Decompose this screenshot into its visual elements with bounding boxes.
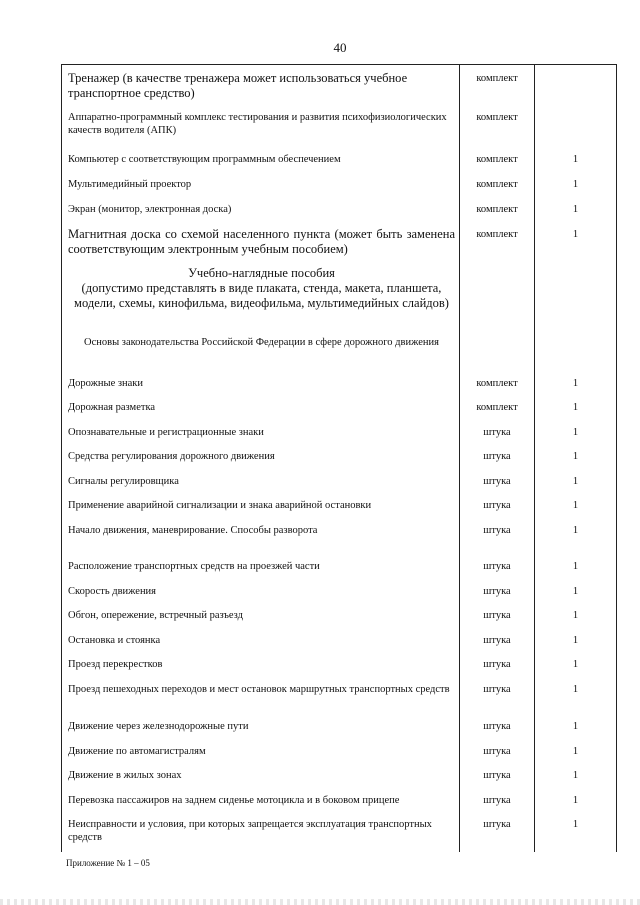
table-row bbox=[62, 792, 617, 816]
item-qty: 1 bbox=[535, 374, 617, 399]
item-name: Движение по автомагистралям bbox=[62, 743, 460, 767]
item-unit: штука bbox=[460, 424, 535, 448]
table-row bbox=[62, 656, 617, 681]
item-name: Средства регулирования дорожного движения bbox=[62, 448, 460, 473]
item-name: Дорожная разметка bbox=[62, 399, 460, 424]
item-unit: штука bbox=[460, 583, 535, 607]
item-unit: штука bbox=[460, 497, 535, 522]
item-name: Обгон, опережение, встречный разъезд bbox=[62, 607, 460, 632]
item-qty: 1 bbox=[535, 743, 617, 767]
table-row bbox=[62, 399, 617, 424]
footer-annex-label: Приложение № 1 – 05 bbox=[66, 858, 150, 868]
scan-artifact bbox=[0, 899, 640, 905]
table-row bbox=[62, 522, 617, 558]
item-unit: штука bbox=[460, 558, 535, 583]
page-number: 40 bbox=[333, 40, 347, 55]
item-unit: штука bbox=[460, 473, 535, 497]
item-qty: 1 bbox=[535, 448, 617, 473]
subsection-title: Основы законодательства Российской Федерации в сфере дорожного движения bbox=[62, 336, 460, 374]
table-row bbox=[62, 176, 617, 201]
item-unit bbox=[460, 336, 535, 374]
table-row bbox=[62, 583, 617, 607]
item-unit: штука bbox=[460, 743, 535, 767]
item-unit: комплект bbox=[460, 399, 535, 424]
item-name: Аппаратно-программный комплекс тестирования и развития психофизиологических качеств водителя (АПК) bbox=[62, 108, 460, 151]
item-unit: комплект bbox=[460, 108, 535, 151]
item-unit: штука bbox=[460, 681, 535, 718]
item-unit bbox=[460, 266, 535, 336]
table-row bbox=[62, 226, 617, 266]
item-name: Дорожные знаки bbox=[62, 374, 460, 399]
item-qty bbox=[535, 336, 617, 374]
item-unit: комплект bbox=[460, 65, 535, 108]
item-unit: комплект bbox=[460, 226, 535, 266]
item-qty: 1 bbox=[535, 151, 617, 176]
item-unit: штука bbox=[460, 816, 535, 852]
table-row bbox=[62, 266, 617, 336]
item-name: Проезд перекрестков bbox=[62, 656, 460, 681]
table-row bbox=[62, 681, 617, 718]
item-qty bbox=[535, 65, 617, 108]
item-unit: штука bbox=[460, 656, 535, 681]
item-name: Неисправности и условия, при которых запрещается эксплуатация транспортных средств bbox=[62, 816, 460, 852]
table-row bbox=[62, 151, 617, 176]
item-name: Движение через железнодорожные пути bbox=[62, 718, 460, 743]
item-qty: 1 bbox=[535, 424, 617, 448]
table-row bbox=[62, 108, 617, 151]
item-qty: 1 bbox=[535, 681, 617, 718]
table-row bbox=[62, 767, 617, 792]
item-name: Сигналы регулировщика bbox=[62, 473, 460, 497]
item-name: Остановка и стоянка bbox=[62, 632, 460, 656]
item-qty: 1 bbox=[535, 522, 617, 558]
item-unit: штука bbox=[460, 718, 535, 743]
item-name: Экран (монитор, электронная доска) bbox=[62, 201, 460, 226]
item-unit: штука bbox=[460, 522, 535, 558]
item-name: Расположение транспортных средств на проезжей части bbox=[62, 558, 460, 583]
item-qty bbox=[535, 108, 617, 151]
item-name: Опознавательные и регистрационные знаки bbox=[62, 424, 460, 448]
item-qty: 1 bbox=[535, 497, 617, 522]
item-unit: комплект bbox=[460, 151, 535, 176]
item-qty bbox=[535, 266, 617, 336]
item-name: Начало движения, маневрирование. Способы разворота bbox=[62, 522, 460, 558]
table-row bbox=[62, 336, 617, 374]
table-row bbox=[62, 473, 617, 497]
item-qty: 1 bbox=[535, 201, 617, 226]
item-qty: 1 bbox=[535, 656, 617, 681]
item-unit: штука bbox=[460, 448, 535, 473]
table-row bbox=[62, 497, 617, 522]
item-qty: 1 bbox=[535, 226, 617, 266]
table-row bbox=[62, 816, 617, 852]
item-unit: штука bbox=[460, 792, 535, 816]
table-row bbox=[62, 448, 617, 473]
item-qty: 1 bbox=[535, 176, 617, 201]
item-unit: комплект bbox=[460, 201, 535, 226]
item-qty: 1 bbox=[535, 767, 617, 792]
item-qty: 1 bbox=[535, 399, 617, 424]
table-row bbox=[62, 607, 617, 632]
table-row bbox=[62, 65, 617, 108]
item-unit: штука bbox=[460, 607, 535, 632]
item-unit: комплект bbox=[460, 374, 535, 399]
item-qty: 1 bbox=[535, 558, 617, 583]
item-unit: комплект bbox=[460, 176, 535, 201]
item-unit: штука bbox=[460, 767, 535, 792]
table-row bbox=[62, 374, 617, 399]
section-title: Учебно-наглядные пособия (допустимо представлять в виде плаката, стенда, макета, планшета, модели, схемы, кинофильма, видеофильма, мультимедийных слайдов) bbox=[62, 266, 460, 336]
item-name: Скорость движения bbox=[62, 583, 460, 607]
item-unit: штука bbox=[460, 632, 535, 656]
table-row bbox=[62, 718, 617, 743]
item-qty: 1 bbox=[535, 816, 617, 852]
item-name: Проезд пешеходных переходов и мест остановок маршрутных транспортных средств bbox=[62, 681, 460, 718]
item-name: Магнитная доска со схемой населенного пункта (может быть заменена соответствующим электронным учебным пособием) bbox=[62, 226, 460, 266]
item-qty: 1 bbox=[535, 583, 617, 607]
item-name: Компьютер с соответствующим программным обеспечением bbox=[62, 151, 460, 176]
equipment-table bbox=[61, 64, 617, 852]
table-row bbox=[62, 558, 617, 583]
item-name: Применение аварийной сигнализации и знака аварийной остановки bbox=[62, 497, 460, 522]
item-name: Мультимедийный проектор bbox=[62, 176, 460, 201]
table-row bbox=[62, 632, 617, 656]
item-qty: 1 bbox=[535, 792, 617, 816]
table-row bbox=[62, 424, 617, 448]
item-qty: 1 bbox=[535, 718, 617, 743]
item-qty: 1 bbox=[535, 607, 617, 632]
item-name: Перевозка пассажиров на заднем сиденье мотоцикла и в боковом прицепе bbox=[62, 792, 460, 816]
item-name: Движение в жилых зонах bbox=[62, 767, 460, 792]
item-qty: 1 bbox=[535, 632, 617, 656]
table-row bbox=[62, 743, 617, 767]
item-qty: 1 bbox=[535, 473, 617, 497]
item-name: Тренажер (в качестве тренажера может использоваться учебное транспортное средство) bbox=[62, 65, 460, 108]
table-row bbox=[62, 201, 617, 226]
